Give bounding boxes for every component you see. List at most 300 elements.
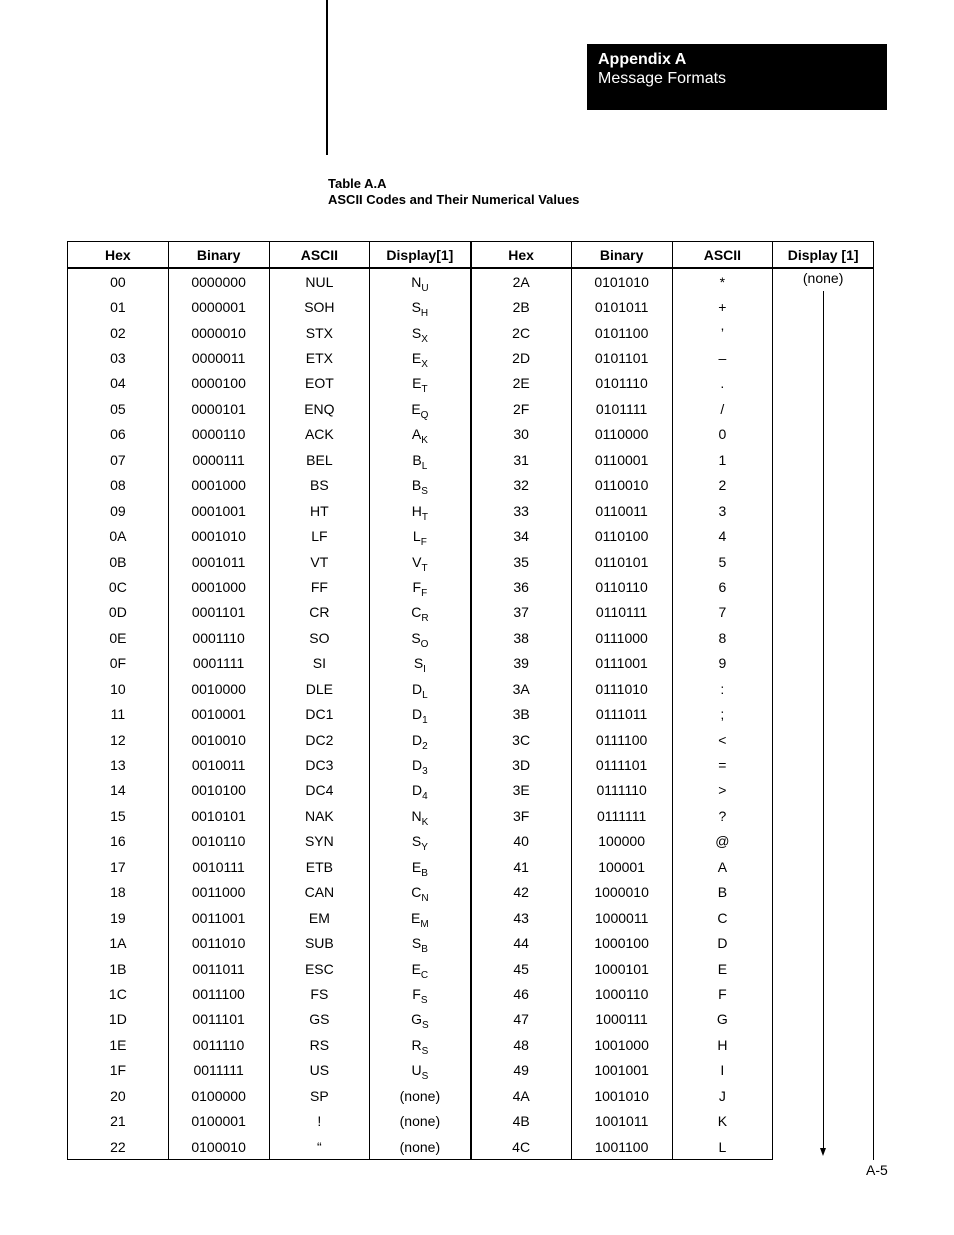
table-row	[68, 880, 874, 905]
ascii-cell: SP	[269, 1083, 370, 1108]
table-row	[68, 294, 874, 319]
binary-cell: 1001011	[571, 1108, 672, 1133]
binary-cell: 0110001	[571, 447, 672, 472]
display-cell	[370, 676, 471, 701]
display-main: S	[411, 324, 422, 341]
display-cell	[370, 880, 471, 905]
hex-cell: 0E	[68, 625, 169, 650]
display-main: S	[411, 299, 421, 316]
display-sub: S	[420, 994, 428, 1006]
hex-cell: 3B	[471, 701, 572, 726]
table-row	[68, 1032, 874, 1057]
ascii-cell: SOH	[269, 294, 370, 319]
binary-cell: 0011100	[168, 981, 269, 1006]
hex-cell: 17	[68, 854, 169, 879]
ascii-cell: 9	[672, 651, 773, 676]
ascii-cell: G	[672, 1007, 773, 1032]
hex-cell: 2E	[471, 371, 572, 396]
binary-cell: 0001000	[168, 473, 269, 498]
table-row	[68, 651, 874, 676]
hex-cell: 39	[471, 651, 572, 676]
display-cell	[370, 1007, 471, 1032]
ascii-cell: +	[672, 294, 773, 319]
binary-cell: 0001010	[168, 523, 269, 548]
display-main: C	[411, 884, 422, 901]
binary-cell: 0000101	[168, 396, 269, 421]
ascii-cell: DC4	[269, 778, 370, 803]
binary-cell: 0100001	[168, 1108, 269, 1133]
display-main: E	[411, 858, 422, 875]
display-main: D	[412, 731, 423, 748]
binary-cell: 0010010	[168, 727, 269, 752]
display-range-cell	[773, 268, 874, 1160]
hex-cell: 35	[471, 549, 572, 574]
display-cell	[370, 320, 471, 345]
display-sub: 4	[422, 791, 428, 803]
display-main: V	[412, 553, 422, 570]
hex-cell: 14	[68, 778, 169, 803]
page-number: A-5	[866, 1162, 888, 1178]
display-sub: H	[420, 308, 429, 320]
table-row	[68, 371, 874, 396]
ascii-cell: “	[269, 1134, 370, 1160]
ascii-cell: =	[672, 752, 773, 777]
binary-cell: 0010110	[168, 829, 269, 854]
ascii-cell: US	[269, 1058, 370, 1083]
display-main: D	[412, 680, 423, 697]
display-cell	[370, 1108, 471, 1133]
ascii-cell: VT	[269, 549, 370, 574]
display-main: C	[411, 604, 422, 621]
display-sub: O	[420, 638, 429, 650]
display-sub: 3	[422, 766, 428, 778]
hex-cell: 1C	[68, 981, 169, 1006]
display-sub: L	[421, 460, 428, 472]
display-sub: S	[421, 486, 428, 498]
hex-cell: 2F	[471, 396, 572, 421]
table-row	[68, 778, 874, 803]
binary-cell: 0110110	[571, 574, 672, 599]
ascii-cell: *	[672, 268, 773, 294]
hex-cell: 47	[471, 1007, 572, 1032]
ascii-cell: SYN	[269, 829, 370, 854]
hex-cell: 1A	[68, 930, 169, 955]
table-row	[68, 447, 874, 472]
binary-cell: 0101101	[571, 345, 672, 370]
table-row	[68, 803, 874, 828]
table-row	[68, 701, 874, 726]
ascii-cell: 0	[672, 422, 773, 447]
hex-cell: 06	[68, 422, 169, 447]
binary-cell: 1001010	[571, 1083, 672, 1108]
ascii-cell: 7	[672, 600, 773, 625]
display-cell	[370, 294, 471, 319]
hex-cell: 3C	[471, 727, 572, 752]
display-cell	[370, 473, 471, 498]
table-row	[68, 1108, 874, 1133]
col-header: Hex	[471, 242, 572, 269]
ascii-cell: J	[672, 1083, 773, 1108]
display-sub: S	[421, 1071, 429, 1083]
binary-cell: 0000111	[168, 447, 269, 472]
binary-cell: 1000101	[571, 956, 672, 981]
display-sub: 2	[422, 740, 428, 752]
table-label: Table A.A	[328, 176, 387, 191]
binary-cell: 0000010	[168, 320, 269, 345]
binary-cell: 0010100	[168, 778, 269, 803]
table-row	[68, 981, 874, 1006]
hex-cell: 2B	[471, 294, 572, 319]
binary-cell: 1000110	[571, 981, 672, 1006]
ascii-cell: ESC	[269, 956, 370, 981]
hex-cell: 3E	[471, 778, 572, 803]
display-cell	[370, 371, 471, 396]
hex-cell: 1D	[68, 1007, 169, 1032]
display-sub: Y	[421, 842, 428, 854]
ascii-cell: DC2	[269, 727, 370, 752]
binary-cell: 0001001	[168, 498, 269, 523]
display-sub: Q	[420, 409, 429, 421]
table-row	[68, 676, 874, 701]
table-row	[68, 498, 874, 523]
display-main: E	[412, 375, 422, 392]
ascii-cell: 3	[672, 498, 773, 523]
table-row	[68, 854, 874, 879]
display-main: E	[411, 400, 421, 417]
binary-cell: 0110111	[571, 600, 672, 625]
display-main: F	[412, 578, 422, 595]
binary-cell: 0010011	[168, 752, 269, 777]
display-sub: T	[421, 562, 428, 574]
down-arrow-icon	[820, 1148, 826, 1156]
binary-cell: 0001111	[168, 651, 269, 676]
hex-cell: 09	[68, 498, 169, 523]
display-main: B	[412, 451, 422, 468]
binary-cell: 0011111	[168, 1058, 269, 1083]
binary-cell: 0111111	[571, 803, 672, 828]
ascii-cell: SO	[269, 625, 370, 650]
ascii-cell: H	[672, 1032, 773, 1057]
binary-cell: 0101111	[571, 396, 672, 421]
hex-cell: 13	[68, 752, 169, 777]
ascii-cell: D	[672, 930, 773, 955]
display-sub: F	[420, 537, 427, 549]
ascii-cell: –	[672, 345, 773, 370]
ascii-cell: /	[672, 396, 773, 421]
display-sub: U	[421, 282, 429, 294]
ascii-cell: ’	[672, 320, 773, 345]
hex-cell: 11	[68, 701, 169, 726]
display-sub: I	[423, 664, 426, 676]
ascii-cell: CAN	[269, 880, 370, 905]
display-main: G	[411, 1011, 422, 1028]
table-title: ASCII Codes and Their Numerical Values	[328, 192, 580, 207]
binary-cell: 1000111	[571, 1007, 672, 1032]
hex-cell: 42	[471, 880, 572, 905]
binary-cell: 100001	[571, 854, 672, 879]
ascii-cell: 6	[672, 574, 773, 599]
ascii-cell: F	[672, 981, 773, 1006]
appendix-title: Appendix A	[598, 51, 687, 68]
hex-cell: 3D	[471, 752, 572, 777]
binary-cell: 0111011	[571, 701, 672, 726]
hex-cell: 0A	[68, 523, 169, 548]
ascii-cell: A	[672, 854, 773, 879]
display-main: E	[411, 350, 422, 367]
display-cell	[370, 956, 471, 981]
binary-cell: 0111001	[571, 651, 672, 676]
display-main: D	[412, 782, 423, 799]
hex-cell: 30	[471, 422, 572, 447]
hex-cell: 15	[68, 803, 169, 828]
table-row	[68, 727, 874, 752]
ascii-cell: !	[269, 1108, 370, 1133]
binary-cell: 0001101	[168, 600, 269, 625]
hex-cell: 48	[471, 1032, 572, 1057]
hex-cell: 2D	[471, 345, 572, 370]
hex-cell: 32	[471, 473, 572, 498]
display-cell	[370, 574, 471, 599]
display-sub: K	[421, 816, 429, 828]
display-main: D	[412, 706, 423, 723]
display-sub: S	[421, 1045, 429, 1057]
hex-cell: 20	[68, 1083, 169, 1108]
display-cell	[370, 422, 471, 447]
ascii-cell: EOT	[269, 371, 370, 396]
ascii-cell: .	[672, 371, 773, 396]
hex-cell: 33	[471, 498, 572, 523]
binary-cell: 0001011	[168, 549, 269, 574]
ascii-cell: L	[672, 1134, 773, 1160]
hex-cell: 1E	[68, 1032, 169, 1057]
table-row	[68, 1083, 874, 1108]
display-cell	[370, 498, 471, 523]
display-cell	[370, 396, 471, 421]
display-sub: S	[421, 1020, 429, 1032]
display-cell	[370, 930, 471, 955]
table-header-row	[68, 242, 874, 269]
hex-cell: 10	[68, 676, 169, 701]
section-title: Message Formats	[598, 70, 727, 87]
binary-cell: 0010101	[168, 803, 269, 828]
ascii-cell: 4	[672, 523, 773, 548]
hex-cell: 3F	[471, 803, 572, 828]
ascii-cell: 1	[672, 447, 773, 472]
display-cell	[370, 345, 471, 370]
hex-cell: 1F	[68, 1058, 169, 1083]
binary-cell: 0100010	[168, 1134, 269, 1160]
binary-cell: 100000	[571, 829, 672, 854]
display-main: S	[411, 629, 421, 646]
hex-cell: 2C	[471, 320, 572, 345]
display-main: B	[411, 477, 422, 494]
table-row	[68, 1134, 874, 1160]
table-row	[68, 574, 874, 599]
ascii-cell: K	[672, 1108, 773, 1133]
binary-cell: 0011011	[168, 956, 269, 981]
display-sub: 1	[422, 715, 428, 727]
binary-cell: 0101100	[571, 320, 672, 345]
ascii-cell: LF	[269, 523, 370, 548]
ascii-cell: 2	[672, 473, 773, 498]
display-main: E	[411, 960, 421, 977]
hex-cell: 08	[68, 473, 169, 498]
ascii-cell: E	[672, 956, 773, 981]
hex-cell: 43	[471, 905, 572, 930]
ascii-cell: ACK	[269, 422, 370, 447]
binary-cell: 0110000	[571, 422, 672, 447]
table-row	[68, 523, 874, 548]
hex-cell: 0C	[68, 574, 169, 599]
display-sub: N	[421, 893, 429, 905]
ascii-cell: 5	[672, 549, 773, 574]
hex-cell: 01	[68, 294, 169, 319]
table-row	[68, 320, 874, 345]
binary-cell: 1001100	[571, 1134, 672, 1160]
binary-cell: 0000000	[168, 268, 269, 294]
display-cell	[370, 752, 471, 777]
display-main: S	[413, 655, 424, 672]
binary-cell: 0100000	[168, 1083, 269, 1108]
ascii-cell: DC1	[269, 701, 370, 726]
col-header: ASCII	[672, 242, 773, 269]
binary-cell: 0111110	[571, 778, 672, 803]
col-header: Display[1]	[370, 242, 471, 269]
ascii-cell: NUL	[269, 268, 370, 294]
hex-cell: 22	[68, 1134, 169, 1160]
hex-cell: 04	[68, 371, 169, 396]
display-cell	[370, 701, 471, 726]
binary-cell: 0000011	[168, 345, 269, 370]
table-row	[68, 752, 874, 777]
hex-cell: 21	[68, 1108, 169, 1133]
ascii-cell: BS	[269, 473, 370, 498]
col-header: Hex	[68, 242, 169, 269]
ascii-cell: BEL	[269, 447, 370, 472]
hex-cell: 45	[471, 956, 572, 981]
table-row	[68, 549, 874, 574]
binary-cell: 0000110	[168, 422, 269, 447]
binary-cell: 0101010	[571, 268, 672, 294]
binary-cell: 0110101	[571, 549, 672, 574]
hex-cell: 46	[471, 981, 572, 1006]
hex-cell: 38	[471, 625, 572, 650]
display-sub: L	[422, 689, 428, 701]
ascii-cell: DC3	[269, 752, 370, 777]
ascii-cell: I	[672, 1058, 773, 1083]
ascii-cell: ?	[672, 803, 773, 828]
display-main: R	[411, 1036, 422, 1053]
binary-cell: 0010001	[168, 701, 269, 726]
binary-cell: 0011101	[168, 1007, 269, 1032]
col-header: ASCII	[269, 242, 370, 269]
table-row	[68, 422, 874, 447]
hex-cell: 12	[68, 727, 169, 752]
binary-cell: 0011001	[168, 905, 269, 930]
display-main: L	[412, 528, 421, 545]
display-sub: F	[421, 587, 428, 599]
hex-cell: 0F	[68, 651, 169, 676]
binary-cell: 0011110	[168, 1032, 269, 1057]
display-cell	[370, 268, 471, 294]
ascii-cell: GS	[269, 1007, 370, 1032]
ascii-cell: SI	[269, 651, 370, 676]
hex-cell: 1B	[68, 956, 169, 981]
display-cell	[370, 803, 471, 828]
display-cell	[370, 727, 471, 752]
binary-cell: 0111000	[571, 625, 672, 650]
display-cell	[370, 549, 471, 574]
ascii-cell: NAK	[269, 803, 370, 828]
hex-cell: 03	[68, 345, 169, 370]
section-header	[587, 44, 887, 110]
ascii-cell: ENQ	[269, 396, 370, 421]
display-cell	[370, 600, 471, 625]
ascii-cell: RS	[269, 1032, 370, 1057]
ascii-cell: FF	[269, 574, 370, 599]
binary-cell: 0011000	[168, 880, 269, 905]
display-cell	[370, 981, 471, 1006]
ascii-cell: ETB	[269, 854, 370, 879]
binary-cell: 1000010	[571, 880, 672, 905]
hex-cell: 00	[68, 268, 169, 294]
binary-cell: 0110010	[571, 473, 672, 498]
hex-cell: 02	[68, 320, 169, 345]
hex-cell: 49	[471, 1058, 572, 1083]
display-none-label: (none)	[802, 270, 844, 286]
binary-cell: 1000011	[571, 905, 672, 930]
display-cell	[370, 1083, 471, 1108]
binary-cell: 0001000	[168, 574, 269, 599]
display-sub: C	[420, 969, 429, 981]
table-row	[68, 345, 874, 370]
ascii-cell: B	[672, 880, 773, 905]
ascii-cell: DLE	[269, 676, 370, 701]
display-main: (none)	[399, 1138, 441, 1155]
hex-cell: 40	[471, 829, 572, 854]
hex-cell: 37	[471, 600, 572, 625]
hex-cell: 34	[471, 523, 572, 548]
col-header: Display [1]	[773, 242, 874, 269]
ascii-cell: 8	[672, 625, 773, 650]
display-cell	[370, 1058, 471, 1083]
binary-cell: 0000100	[168, 371, 269, 396]
hex-cell: 05	[68, 396, 169, 421]
ascii-cell: ETX	[269, 345, 370, 370]
table-row	[68, 396, 874, 421]
display-sub: B	[421, 867, 428, 879]
display-sub: K	[421, 435, 428, 447]
ascii-cell: FS	[269, 981, 370, 1006]
hex-cell: 41	[471, 854, 572, 879]
display-sub: X	[421, 359, 428, 371]
display-main: N	[411, 807, 422, 824]
display-main: S	[411, 833, 422, 850]
table-row	[68, 829, 874, 854]
display-sub: T	[421, 384, 428, 396]
hex-cell: 4C	[471, 1134, 572, 1160]
ascii-cell: C	[672, 905, 773, 930]
binary-cell: 0111010	[571, 676, 672, 701]
binary-cell: 1001001	[571, 1058, 672, 1083]
col-header: Binary	[571, 242, 672, 269]
display-cell	[370, 1134, 471, 1160]
table-row	[68, 473, 874, 498]
hex-cell: 31	[471, 447, 572, 472]
display-main: (none)	[399, 1087, 441, 1104]
display-cell	[370, 1032, 471, 1057]
display-main: D	[412, 757, 423, 774]
